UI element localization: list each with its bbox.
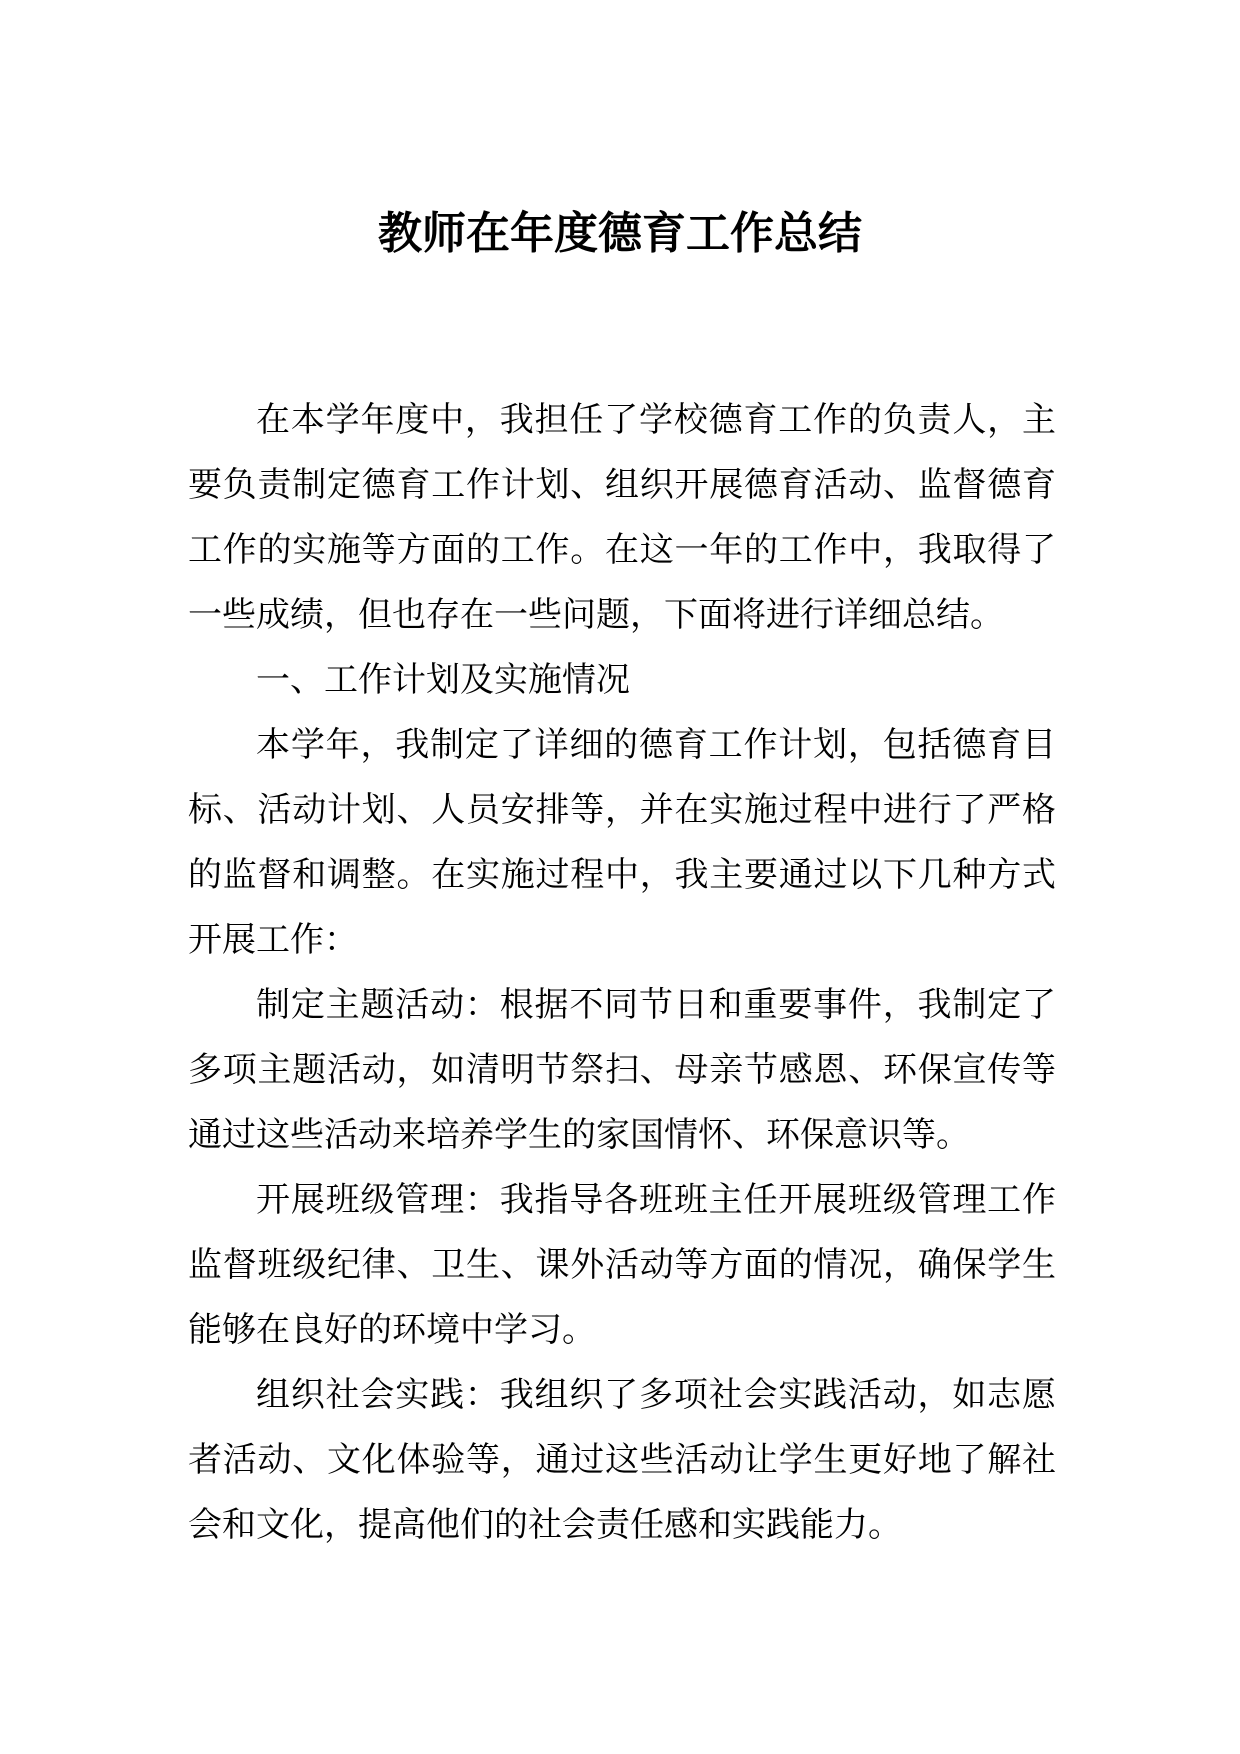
paragraph-class-management: 开展班级管理：我指导各班班主任开展班级管理工作监督班级纪律、卫生、课外活动等方面的情况，确保学生能够在良好的环境中学习。 <box>188 1180 1056 1350</box>
paragraph-social-practice: 组织社会实践：我组织了多项社会实践活动，如志愿者活动、文化体验等，通过这些活动让学生更好地了解社会和文化，提高他们的社会责任感和实践能力。 <box>188 1375 1056 1545</box>
paragraph-plan: 本学年，我制定了详细的德育工作计划，包括德育目标、活动计划、人员安排等，并在实施过程中进行了严格的监督和调整。在实施过程中，我主要通过以下几种方式开展工作： <box>188 725 1056 960</box>
paragraph-intro: 在本学年度中，我担任了学校德育工作的负责人，主要负责制定德育工作计划、组织开展德育活动、监督德育工作的实施等方面的工作。在这一年的工作中，我取得了一些成绩，但也存在一些问题，下面将进行详细总结。 <box>188 400 1056 635</box>
document-title: 教师在年度德育工作总结 <box>378 208 862 259</box>
paragraph-theme-activities: 制定主题活动：根据不同节日和重要事件，我制定了多项主题活动，如清明节祭扫、母亲节感恩、环保宣传等通过这些活动来培养学生的家国情怀、环保意识等。 <box>188 985 1056 1155</box>
section-heading-1: 一、工作计划及实施情况 <box>256 660 630 700</box>
document-body <box>188 388 1056 1558</box>
